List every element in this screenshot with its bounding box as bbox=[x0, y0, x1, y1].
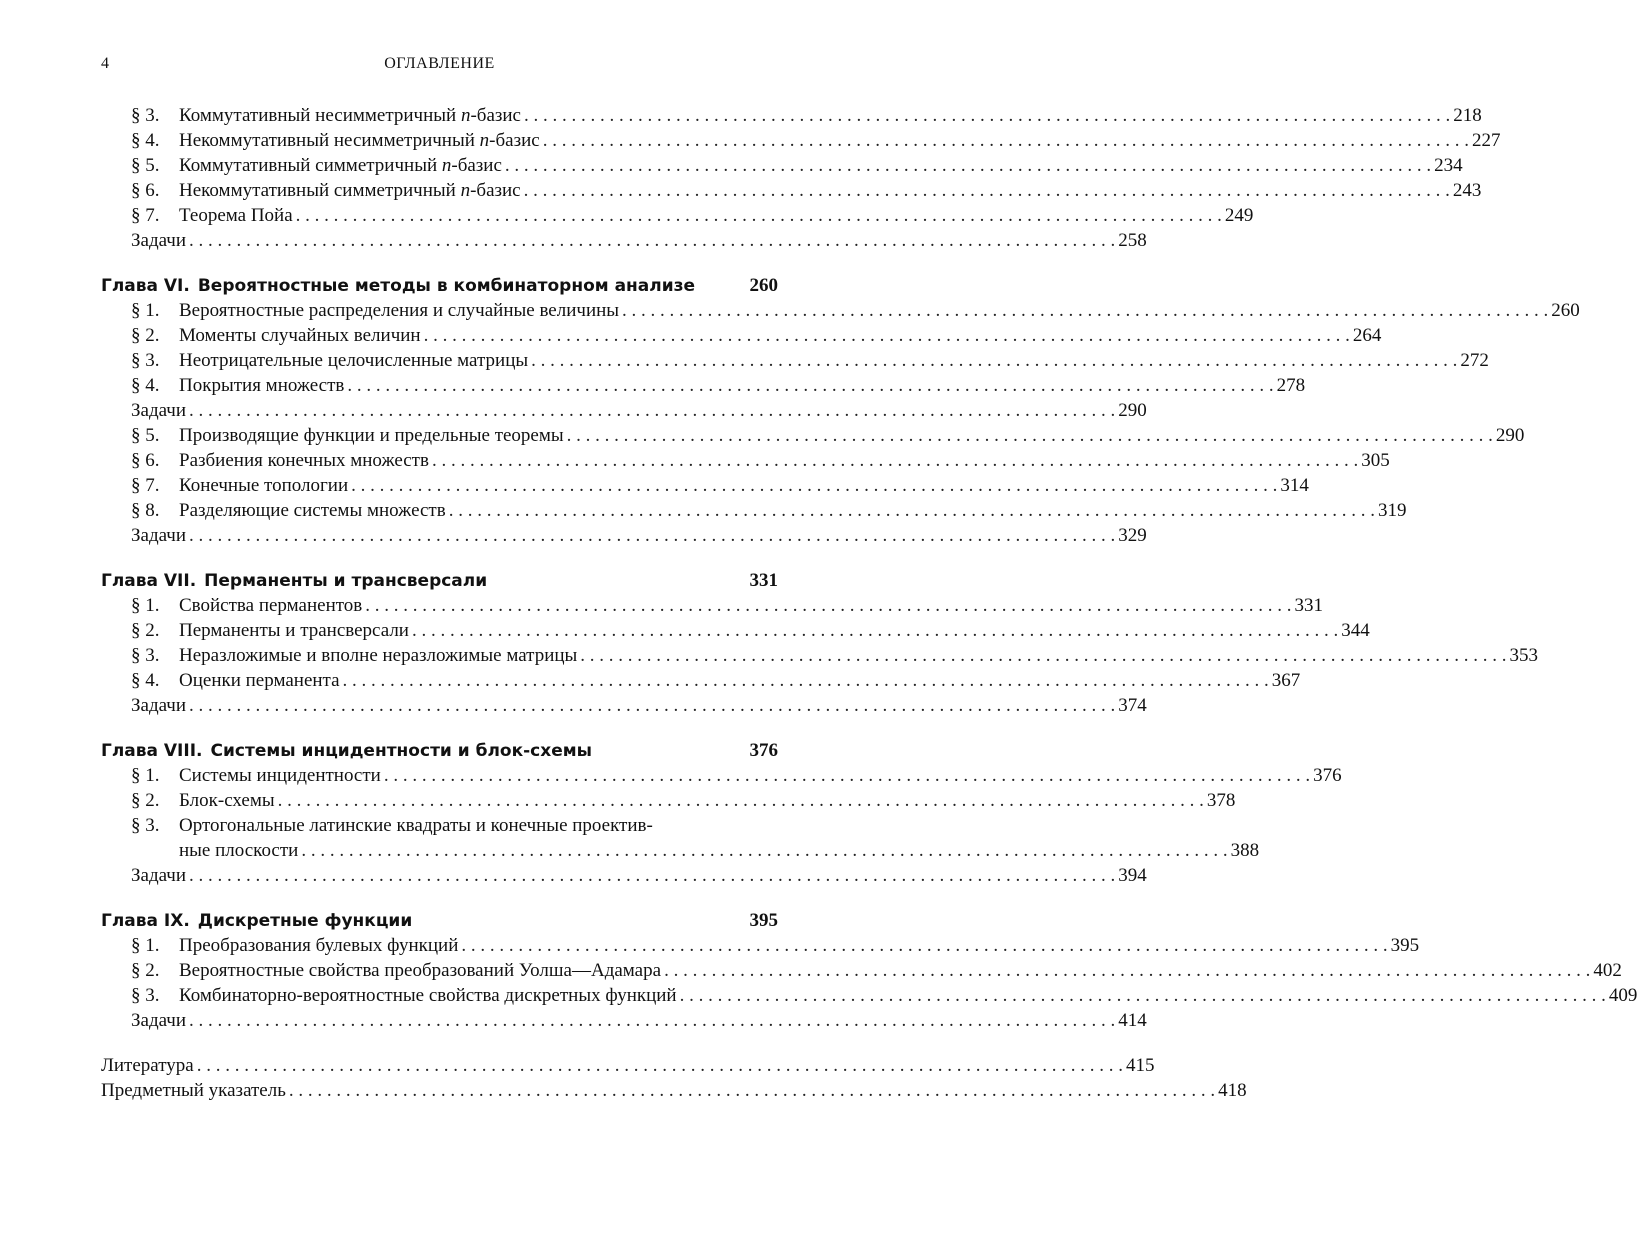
chapter-title: Вероятностные методы в комбинаторном анализе bbox=[197, 276, 696, 296]
page-ref: 344 bbox=[1341, 620, 1370, 641]
section-title: Комбинаторно-вероятностные свойства дискретных функций bbox=[179, 985, 677, 1006]
dot-leader bbox=[189, 1008, 1115, 1033]
section-symbol: § 2. bbox=[131, 620, 160, 641]
section-entry[interactable] bbox=[101, 958, 1622, 983]
chapter-page-ref: 376 bbox=[749, 740, 778, 761]
section-title: Перманенты и трансверсали bbox=[179, 620, 409, 641]
section-entry-continuation[interactable] bbox=[101, 838, 1260, 863]
section-entry[interactable] bbox=[101, 763, 1342, 788]
section-entry[interactable] bbox=[101, 203, 1254, 228]
dot-leader bbox=[189, 523, 1115, 548]
section-title: Вероятностные распределения и случайные величины bbox=[179, 300, 620, 321]
page-ref: 409 bbox=[1608, 985, 1637, 1006]
page-ref: 249 bbox=[1224, 205, 1254, 226]
page-ref: 402 bbox=[1593, 960, 1622, 981]
section-entry[interactable] bbox=[101, 103, 1482, 128]
page-ref: 395 bbox=[1390, 935, 1420, 956]
section-title: Ортогональные латинские квадраты и конечные проектив- bbox=[179, 815, 653, 836]
problems-entry[interactable] bbox=[101, 523, 1147, 548]
dot-leader bbox=[505, 153, 1431, 178]
section-entry[interactable] bbox=[101, 788, 1236, 813]
chapter-title-group bbox=[101, 739, 592, 764]
back-matter-entry[interactable] bbox=[101, 1053, 1155, 1078]
page-ref: 278 bbox=[1276, 375, 1306, 396]
page-ref: 367 bbox=[1271, 670, 1301, 691]
section-symbol: § 5. bbox=[131, 425, 160, 446]
page-ref: 378 bbox=[1206, 790, 1236, 811]
section-title: Вероятностные свойства преобразований Уолша—Адамара bbox=[179, 960, 662, 981]
page-ref: 305 bbox=[1361, 450, 1390, 471]
section-symbol: § 3. bbox=[131, 815, 160, 836]
section-symbol: § 4. bbox=[131, 130, 160, 151]
problems-entry[interactable] bbox=[101, 1008, 1147, 1033]
chapter-label: Глава IX. bbox=[101, 911, 190, 931]
page-ref: 227 bbox=[1471, 130, 1501, 151]
section-title: Неразложимые и вполне неразложимые матрицы bbox=[179, 645, 578, 666]
section-title: Коммутативный симметричный n-базис bbox=[179, 155, 502, 176]
running-header bbox=[101, 55, 778, 79]
page-ref: 243 bbox=[1452, 180, 1482, 201]
section-entry[interactable] bbox=[101, 593, 1324, 618]
dot-leader bbox=[384, 763, 1310, 788]
section-entry[interactable] bbox=[101, 323, 1382, 348]
section-entry[interactable] bbox=[101, 128, 1501, 153]
page-ref: 329 bbox=[1118, 525, 1147, 546]
section-title: Задачи bbox=[131, 230, 187, 251]
dot-leader bbox=[567, 423, 1493, 448]
back-matter-entry[interactable] bbox=[101, 1078, 1247, 1103]
dot-leader bbox=[449, 498, 1375, 523]
chapter-title-group bbox=[101, 909, 412, 934]
section-title: Оценки перманента bbox=[179, 670, 340, 691]
dot-leader bbox=[664, 958, 1590, 983]
section-title: Задачи bbox=[131, 525, 187, 546]
dot-leader bbox=[424, 323, 1350, 348]
section-title: Блок-схемы bbox=[179, 790, 275, 811]
dot-leader bbox=[347, 373, 1273, 398]
section-title: Моменты случайных величин bbox=[179, 325, 421, 346]
dot-leader bbox=[296, 203, 1222, 228]
chapter-title: Перманенты и трансверсали bbox=[204, 571, 488, 591]
problems-entry[interactable] bbox=[101, 398, 1147, 423]
page-ref: 319 bbox=[1377, 500, 1407, 521]
dot-leader bbox=[580, 643, 1506, 668]
section-entry[interactable] bbox=[101, 618, 1370, 643]
back-matter-title: Литература bbox=[101, 1055, 194, 1076]
page-ref: 331 bbox=[1294, 595, 1324, 616]
problems-entry[interactable] bbox=[101, 863, 1147, 888]
section-entry[interactable] bbox=[101, 298, 1580, 323]
section-symbol: § 4. bbox=[131, 670, 160, 691]
section-symbol: § 2. bbox=[131, 790, 160, 811]
page-ref: 415 bbox=[1125, 1055, 1155, 1076]
section-title: Задачи bbox=[131, 1010, 187, 1031]
section-symbol: § 4. bbox=[131, 375, 160, 396]
dot-leader bbox=[432, 448, 1358, 473]
section-entry[interactable] bbox=[101, 153, 1463, 178]
section-entry[interactable] bbox=[101, 473, 1309, 498]
section-symbol: § 2. bbox=[131, 960, 160, 981]
section-entry[interactable] bbox=[101, 933, 1420, 958]
page-ref: 290 bbox=[1118, 400, 1147, 421]
chapter-label: Глава VIII. bbox=[101, 741, 203, 761]
section-symbol: § 6. bbox=[131, 450, 160, 471]
section-title: Разделяющие системы множеств bbox=[179, 500, 446, 521]
dot-leader bbox=[278, 788, 1204, 813]
section-title: Производящие функции и предельные теоремы bbox=[179, 425, 564, 446]
chapter-title-group bbox=[101, 274, 695, 299]
section-title: Системы инцидентности bbox=[179, 765, 381, 786]
section-entry[interactable] bbox=[101, 423, 1525, 448]
page-ref: 290 bbox=[1495, 425, 1525, 446]
page-ref: 260 bbox=[1551, 300, 1580, 321]
chapter-heading[interactable] bbox=[101, 738, 778, 763]
section-entry[interactable] bbox=[101, 373, 1306, 398]
chapter-page-ref: 395 bbox=[749, 910, 778, 931]
page-ref: 374 bbox=[1118, 695, 1147, 716]
section-symbol: § 3. bbox=[131, 985, 160, 1006]
section-entry[interactable] bbox=[101, 178, 1482, 203]
section-title: Разбиения конечных множеств bbox=[179, 450, 429, 471]
page-ref: 353 bbox=[1509, 645, 1539, 666]
page-ref: 414 bbox=[1118, 1010, 1147, 1031]
section-title: Теорема Пойа bbox=[179, 205, 293, 226]
section-symbol: § 3. bbox=[131, 645, 160, 666]
dot-leader bbox=[365, 593, 1291, 618]
dot-leader bbox=[622, 298, 1548, 323]
table-of-contents bbox=[101, 103, 1637, 1103]
section-title: Задачи bbox=[131, 695, 187, 716]
section-title: Некоммутативный несимметричный n-базис bbox=[179, 130, 540, 151]
chapter-page-ref: 331 bbox=[749, 570, 778, 591]
dot-leader bbox=[343, 668, 1269, 693]
page-ref: 218 bbox=[1453, 105, 1482, 126]
section-title: Конечные топологии bbox=[179, 475, 349, 496]
section-symbol: § 8. bbox=[131, 500, 160, 521]
section-title: Преобразования булевых функций bbox=[179, 935, 459, 956]
dot-leader bbox=[351, 473, 1277, 498]
page-ref: 234 bbox=[1434, 155, 1463, 176]
chapter-heading[interactable] bbox=[101, 568, 778, 593]
section-symbol: § 7. bbox=[131, 205, 160, 226]
section-title: Покрытия множеств bbox=[179, 375, 345, 396]
section-entry[interactable] bbox=[101, 348, 1489, 373]
section-entry[interactable] bbox=[101, 643, 1539, 668]
chapter-page-ref: 260 bbox=[749, 275, 778, 296]
section-title: Задачи bbox=[131, 865, 187, 886]
section-entry[interactable] bbox=[101, 668, 1301, 693]
dot-leader bbox=[524, 103, 1450, 128]
section-title: Свойства перманентов bbox=[179, 595, 363, 616]
chapter-title: Системы инцидентности и блок-схемы bbox=[210, 741, 593, 761]
dot-leader bbox=[524, 178, 1450, 203]
dot-leader bbox=[189, 693, 1115, 718]
dot-leader bbox=[543, 128, 1469, 153]
page-ref: 376 bbox=[1313, 765, 1342, 786]
dot-leader bbox=[301, 838, 1227, 863]
section-symbol: § 1. bbox=[131, 935, 160, 956]
section-entry[interactable] bbox=[101, 448, 1390, 473]
page-ref: 394 bbox=[1118, 865, 1147, 886]
section-symbol: § 5. bbox=[131, 155, 160, 176]
page-ref: 258 bbox=[1118, 230, 1147, 251]
page-ref: 388 bbox=[1230, 840, 1260, 861]
section-symbol: § 1. bbox=[131, 765, 160, 786]
section-symbol: § 6. bbox=[131, 180, 160, 201]
dot-leader bbox=[531, 348, 1457, 373]
section-symbol: § 7. bbox=[131, 475, 160, 496]
section-entry[interactable] bbox=[101, 498, 1407, 523]
page-number: 4 bbox=[101, 55, 109, 72]
dot-leader bbox=[289, 1078, 1215, 1103]
section-symbol: § 3. bbox=[131, 350, 160, 371]
chapter-label: Глава VI. bbox=[101, 276, 190, 296]
page-ref: 272 bbox=[1460, 350, 1489, 371]
section-title: Неотрицательные целочисленные матрицы bbox=[179, 350, 529, 371]
dot-leader bbox=[461, 933, 1387, 958]
section-symbol: § 1. bbox=[131, 300, 160, 321]
dot-leader bbox=[412, 618, 1338, 643]
section-title: Коммутативный несимметричный n-базис bbox=[179, 105, 521, 126]
chapter-title-group bbox=[101, 569, 487, 594]
page-ref: 314 bbox=[1280, 475, 1309, 496]
page-title: ОГЛАВЛЕНИЕ bbox=[384, 55, 495, 72]
section-title: Некоммутативный симметричный n-базис bbox=[179, 180, 521, 201]
section-entry[interactable] bbox=[101, 813, 778, 838]
section-symbol: § 3. bbox=[131, 105, 160, 126]
page-ref: 418 bbox=[1218, 1080, 1247, 1101]
dot-leader bbox=[189, 398, 1115, 423]
toc-page bbox=[101, 55, 1637, 1103]
problems-entry[interactable] bbox=[101, 693, 1147, 718]
chapter-title: Дискретные функции bbox=[197, 911, 413, 931]
problems-entry[interactable] bbox=[101, 228, 1147, 253]
chapter-heading[interactable] bbox=[101, 273, 778, 298]
page-ref: 264 bbox=[1352, 325, 1382, 346]
chapter-label: Глава VII. bbox=[101, 571, 197, 591]
section-symbol: § 1. bbox=[131, 595, 160, 616]
section-title-continuation: ные плоскости bbox=[179, 840, 299, 861]
chapter-heading[interactable] bbox=[101, 908, 778, 933]
dot-leader bbox=[680, 983, 1606, 1008]
section-title: Задачи bbox=[131, 400, 187, 421]
section-symbol: § 2. bbox=[131, 325, 160, 346]
back-matter-title: Предметный указатель bbox=[101, 1080, 286, 1101]
section-entry[interactable] bbox=[101, 983, 1637, 1008]
dot-leader bbox=[189, 228, 1115, 253]
dot-leader bbox=[189, 863, 1115, 888]
dot-leader bbox=[197, 1053, 1123, 1078]
